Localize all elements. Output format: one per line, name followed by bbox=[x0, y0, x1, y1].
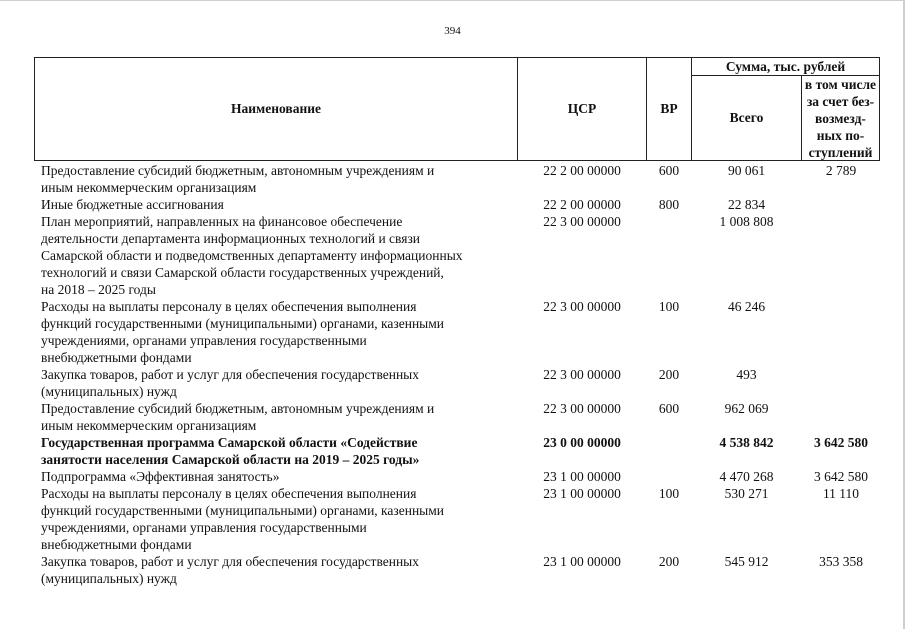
row-free: 2 789 bbox=[825, 163, 857, 178]
row-name bbox=[41, 298, 511, 366]
row-vr: 200 bbox=[658, 554, 680, 569]
row-total: 4 470 268 bbox=[719, 469, 774, 484]
row-total: 530 271 bbox=[724, 486, 769, 501]
row-name-line: учреждениями, органами управления государственными bbox=[41, 520, 367, 535]
header-free-line: ступлений bbox=[808, 144, 873, 160]
header-sum-group: Сумма, тыс. рублей bbox=[725, 58, 846, 74]
header-free-line: за счет без- bbox=[806, 93, 875, 109]
row-code: 22 2 00 00000 bbox=[543, 163, 621, 178]
page-number: 394 bbox=[444, 25, 461, 37]
row-name bbox=[41, 196, 511, 213]
row-name bbox=[41, 400, 511, 434]
row-name-line: Закупка товаров, работ и услуг для обеспечения государственных bbox=[41, 554, 420, 569]
row-code: 22 3 00 00000 bbox=[543, 299, 621, 314]
row-name-line: внебюджетными фондами bbox=[41, 537, 192, 552]
row-vr: 100 bbox=[658, 299, 680, 314]
row-name-line: занятости населения Самарской области на 2019 – 2025 годы» bbox=[41, 452, 420, 467]
row-name-line: Подпрограмма «Эффективная занятость» bbox=[41, 469, 280, 484]
row-name-line: План мероприятий, направленных на финансовое обеспечение bbox=[41, 214, 403, 229]
row-name-line: Расходы на выплаты персоналу в целях обеспечения выполнения bbox=[41, 299, 417, 314]
row-total: 962 069 bbox=[724, 401, 769, 416]
row-name-line: Иные бюджетные ассигнования bbox=[41, 197, 224, 212]
row-free: 353 358 bbox=[819, 554, 863, 569]
row-code: 22 3 00 00000 bbox=[543, 214, 621, 229]
header-free bbox=[802, 76, 879, 160]
row-name-line: на 2018 – 2025 годы bbox=[41, 282, 156, 297]
row-code: 22 3 00 00000 bbox=[543, 401, 621, 416]
row-name-line: технологий и связи Самарской области государственных учреждений, bbox=[41, 265, 444, 280]
row-name-line: иным некоммерческим организациям bbox=[41, 418, 257, 433]
row-vr: 600 bbox=[658, 163, 680, 178]
row-name bbox=[41, 213, 511, 298]
row-name-line: (муниципальных) нужд bbox=[41, 571, 177, 586]
row-name bbox=[41, 162, 511, 196]
header-free-line: ных по- bbox=[816, 127, 865, 143]
row-code: 23 1 00 00000 bbox=[543, 486, 621, 501]
header-code: ЦСР bbox=[567, 101, 597, 116]
page-top-edge bbox=[0, 0, 905, 1]
header-free-line: возмезд- bbox=[815, 110, 866, 126]
row-free: 11 110 bbox=[822, 486, 860, 501]
row-name-line: учреждениями, органами управления государственными bbox=[41, 333, 367, 348]
row-name-line: Самарской области и подведомственных департаменту информационных bbox=[41, 248, 463, 263]
row-vr: 600 bbox=[658, 401, 680, 416]
row-name-line: Предоставление субсидий бюджетным, автономным учреждениям и bbox=[41, 401, 435, 416]
row-name bbox=[41, 468, 511, 485]
row-code: 22 3 00 00000 bbox=[543, 367, 621, 382]
row-name-line: внебюджетными фондами bbox=[41, 350, 192, 365]
row-total: 90 061 bbox=[727, 163, 766, 178]
row-name-line: Предоставление субсидий бюджетным, автономным учреждениям и bbox=[41, 163, 435, 178]
row-total: 4 538 842 bbox=[719, 435, 774, 450]
row-name bbox=[41, 366, 511, 400]
header-bottom-border bbox=[34, 160, 880, 161]
row-name-line: иным некоммерческим организациям bbox=[41, 180, 257, 195]
header-right-border bbox=[879, 57, 880, 161]
header-vr: ВР bbox=[660, 101, 678, 116]
row-name-line: Расходы на выплаты персоналу в целях обеспечения выполнения bbox=[41, 486, 417, 501]
row-free: 3 642 580 bbox=[814, 469, 868, 484]
row-vr: 200 bbox=[658, 367, 680, 382]
row-name bbox=[41, 553, 511, 587]
row-total: 545 912 bbox=[724, 554, 769, 569]
row-name-line: функций государственными (муниципальными) органами, казенными bbox=[41, 316, 445, 331]
row-code: 23 1 00 00000 bbox=[543, 469, 621, 484]
header-total: Всего bbox=[729, 110, 764, 125]
row-code: 23 1 00 00000 bbox=[543, 554, 621, 569]
header-name: Наименование bbox=[231, 101, 321, 116]
row-name-line: (муниципальных) нужд bbox=[41, 384, 177, 399]
row-name bbox=[41, 434, 511, 468]
header-free-line: в том числе bbox=[804, 76, 877, 92]
row-total: 1 008 808 bbox=[719, 214, 774, 229]
row-name-line: функций государственными (муниципальными) органами, казенными bbox=[41, 503, 445, 518]
row-total: 22 834 bbox=[727, 197, 766, 212]
row-code: 22 2 00 00000 bbox=[543, 197, 621, 212]
row-free: 3 642 580 bbox=[814, 435, 868, 450]
row-total: 493 bbox=[736, 367, 757, 382]
row-code: 23 0 00 00000 bbox=[543, 435, 621, 450]
row-vr: 100 bbox=[658, 486, 680, 501]
row-vr: 800 bbox=[658, 197, 680, 212]
row-name-line: деятельности департамента информационных технологий и связи bbox=[41, 231, 420, 246]
row-name-line: Закупка товаров, работ и услуг для обеспечения государственных bbox=[41, 367, 420, 382]
row-name-line: Государственная программа Самарской области «Содействие bbox=[41, 435, 418, 450]
row-name bbox=[41, 485, 511, 553]
row-total: 46 246 bbox=[727, 299, 766, 314]
